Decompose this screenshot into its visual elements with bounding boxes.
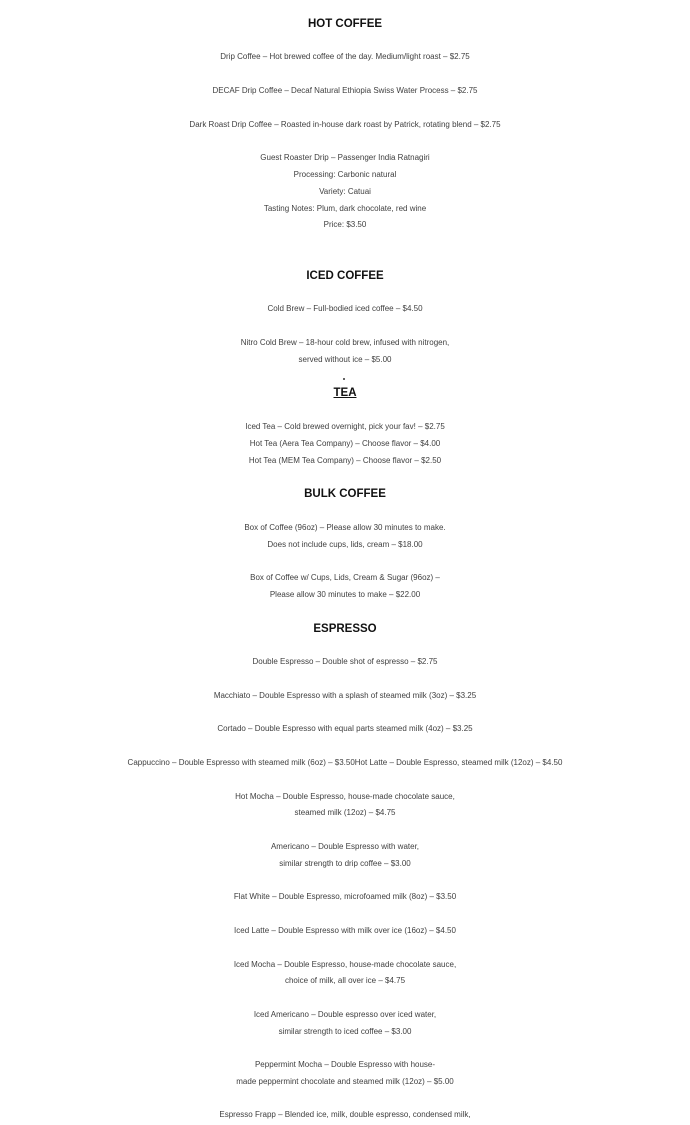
menu-item-hot-mocha: Hot Mocha – Double Espresso, house-made chocolate sauce,	[235, 792, 455, 801]
menu-item-nitro-cold-brew: Nitro Cold Brew – 18-hour cold brew, infused with nitrogen,	[240, 338, 450, 347]
section-heading-iced-coffee: ICED COFFEE	[306, 270, 384, 282]
guest-roaster-variety: Variety: Catuai	[319, 187, 371, 196]
guest-roaster-price: Price: $3.50	[323, 220, 367, 229]
menu-item-iced-americano: Iced Americano – Double espresso over iced water,	[253, 1010, 437, 1019]
guest-roaster-processing: Processing: Carbonic natural	[293, 170, 397, 179]
menu-item-americano: Americano – Double Espresso with water,	[270, 842, 420, 851]
guest-roaster-line: Guest Roaster Drip – Passenger India Ratnagiri	[260, 153, 430, 162]
menu-item-hot-tea-aera: Hot Tea (Aera Tea Company) – Choose flavor – $4.00	[249, 439, 441, 448]
section-heading-bulk-coffee: BULK COFFEE	[304, 488, 386, 500]
section-heading-hot-coffee: HOT COFFEE	[307, 18, 383, 30]
stray-dot	[343, 378, 345, 380]
menu-item-iced-americano-cont: similar strength to iced coffee – $3.00	[278, 1027, 412, 1036]
menu-item-americano-cont: similar strength to drip coffee – $3.00	[279, 859, 411, 868]
menu-item-hot-mocha-cont: steamed milk (12oz) – $4.75	[294, 808, 396, 817]
menu-item-espresso-frapp: Espresso Frapp – Blended ice, milk, double espresso, condensed milk,	[219, 1110, 471, 1119]
menu-item-double-espresso: Double Espresso – Double shot of espresso – $2.75	[252, 657, 438, 666]
menu-item-flat-white: Flat White – Double Espresso, microfoamed milk (8oz) – $3.50	[233, 892, 457, 901]
menu-item-peppermint-mocha-cont: made peppermint chocolate and steamed milk (12oz) – $5.00	[236, 1077, 454, 1086]
section-heading-espresso: ESPRESSO	[313, 623, 377, 635]
menu-item-box-of-coffee-full: Box of Coffee w/ Cups, Lids, Cream & Sugar (96oz) –	[250, 573, 440, 582]
menu-item-hot-tea-mem: Hot Tea (MEM Tea Company) – Choose flavor – $2.50	[248, 456, 442, 465]
section-heading-tea	[0, 386, 690, 400]
menu-item-cortado: Cortado – Double Espresso with equal parts steamed milk (4oz) – $3.25	[217, 724, 473, 733]
menu-item-dark-roast: Dark Roast Drip Coffee – Roasted in-house dark roast by Patrick, rotating blend – $2.75	[189, 120, 501, 129]
menu-item-cappuccino-hot-latte: Cappuccino – Double Espresso with steamed milk (6oz) – $3.50Hot Latte – Double Espresso, steamed milk (12oz) – $4.50	[127, 758, 563, 767]
menu-item-peppermint-mocha: Peppermint Mocha – Double Espresso with house-	[254, 1060, 436, 1069]
guest-roaster-tasting-notes: Tasting Notes: Plum, dark chocolate, red wine	[263, 204, 427, 213]
menu-item-iced-mocha-cont: choice of milk, all over ice – $4.75	[284, 976, 406, 985]
menu-item-box-of-coffee-full-cont: Please allow 30 minutes to make – $22.00	[269, 590, 421, 599]
menu-item-iced-mocha: Iced Mocha – Double Espresso, house-made chocolate sauce,	[233, 960, 457, 969]
menu-item-iced-latte: Iced Latte – Double Espresso with milk over ice (16oz) – $4.50	[234, 926, 456, 935]
tea-heading-text: TEA	[333, 387, 357, 399]
menu-item-nitro-cold-brew-cont: served without ice – $5.00	[298, 355, 392, 364]
menu-item-cold-brew: Cold Brew – Full-bodied iced coffee – $4.50	[267, 304, 423, 313]
menu-item-drip-coffee: Drip Coffee – Hot brewed coffee of the day. Medium/light roast – $2.75	[220, 52, 470, 61]
menu-item-box-of-coffee-cont: Does not include cups, lids, cream – $18.00	[267, 540, 423, 549]
menu-item-macchiato: Macchiato – Double Espresso with a splash of steamed milk (3oz) – $3.25	[213, 691, 477, 700]
menu-item-decaf-drip: DECAF Drip Coffee – Decaf Natural Ethiopia Swiss Water Process – $2.75	[212, 86, 478, 95]
menu-item-box-of-coffee: Box of Coffee (96oz) – Please allow 30 minutes to make.	[244, 523, 446, 532]
menu-item-iced-tea: Iced Tea – Cold brewed overnight, pick your fav! – $2.75	[245, 422, 445, 431]
